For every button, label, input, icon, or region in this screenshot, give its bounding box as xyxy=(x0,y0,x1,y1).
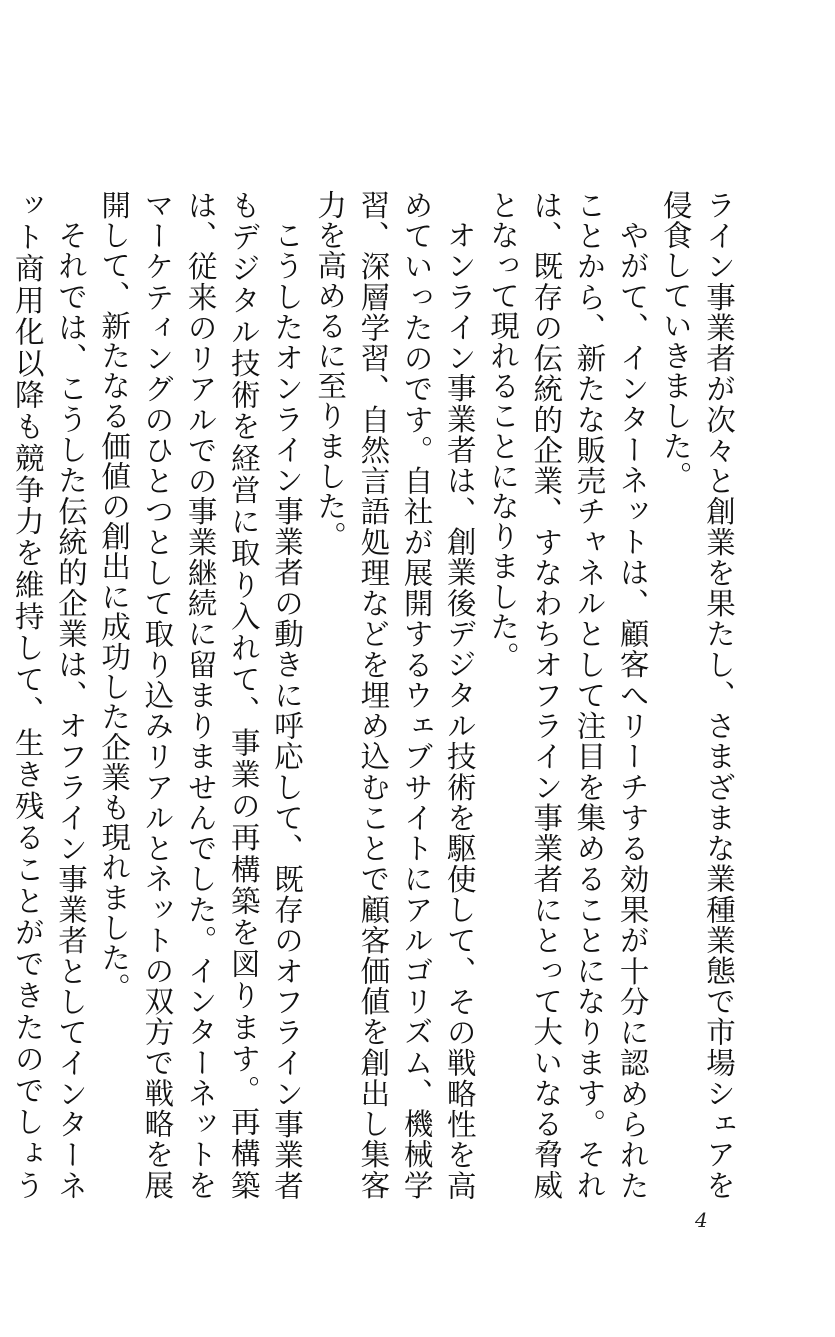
paragraph: それでは、こうした伝統的企業は、オフライン事業者としてインターネット商用化以降も競争力を維持して、生き残ることができたのでしょう xyxy=(10,190,88,1200)
vertical-body-text xyxy=(10,190,740,1200)
paragraph: ライン事業者が次々と創業を果たし、さまざまな業種業態で市場シェアを侵食していきました。 xyxy=(658,190,736,1200)
paragraph: こうしたオンライン事業者の動きに呼応して、既存のオフライン事業者もデジタル技術を経営に取り入れて、事業の再構築を図ります。再構築は、従来のリアルでの事業継続に留まりませんでした。インターネットをマーケティングのひとつとして取り込みリアルとネットの双方で戦略を展開して、新たなる価値の創出に成功した企業も現れました。 xyxy=(97,190,304,1200)
page-number: 4 xyxy=(695,1208,708,1232)
paragraph: やがて、インターネットは、顧客へリーチする効果が十分に認められたことから、新たな販売チャネルとして注目を集めることになります。それは、既存の伝統的企業、すなわちオフライン事業者にとって大いなる脅威となって現れることになりました。 xyxy=(485,190,650,1200)
paragraph: オンライン事業者は、創業後デジタル技術を駆使して、その戦略性を高めていったのです。自社が展開するウェブサイトにアルゴリズム、機械学習、深層学習、自然言語処理などを埋め込むことで顧客価値を創出し集客力を高めるに至りました。 xyxy=(313,190,477,1200)
